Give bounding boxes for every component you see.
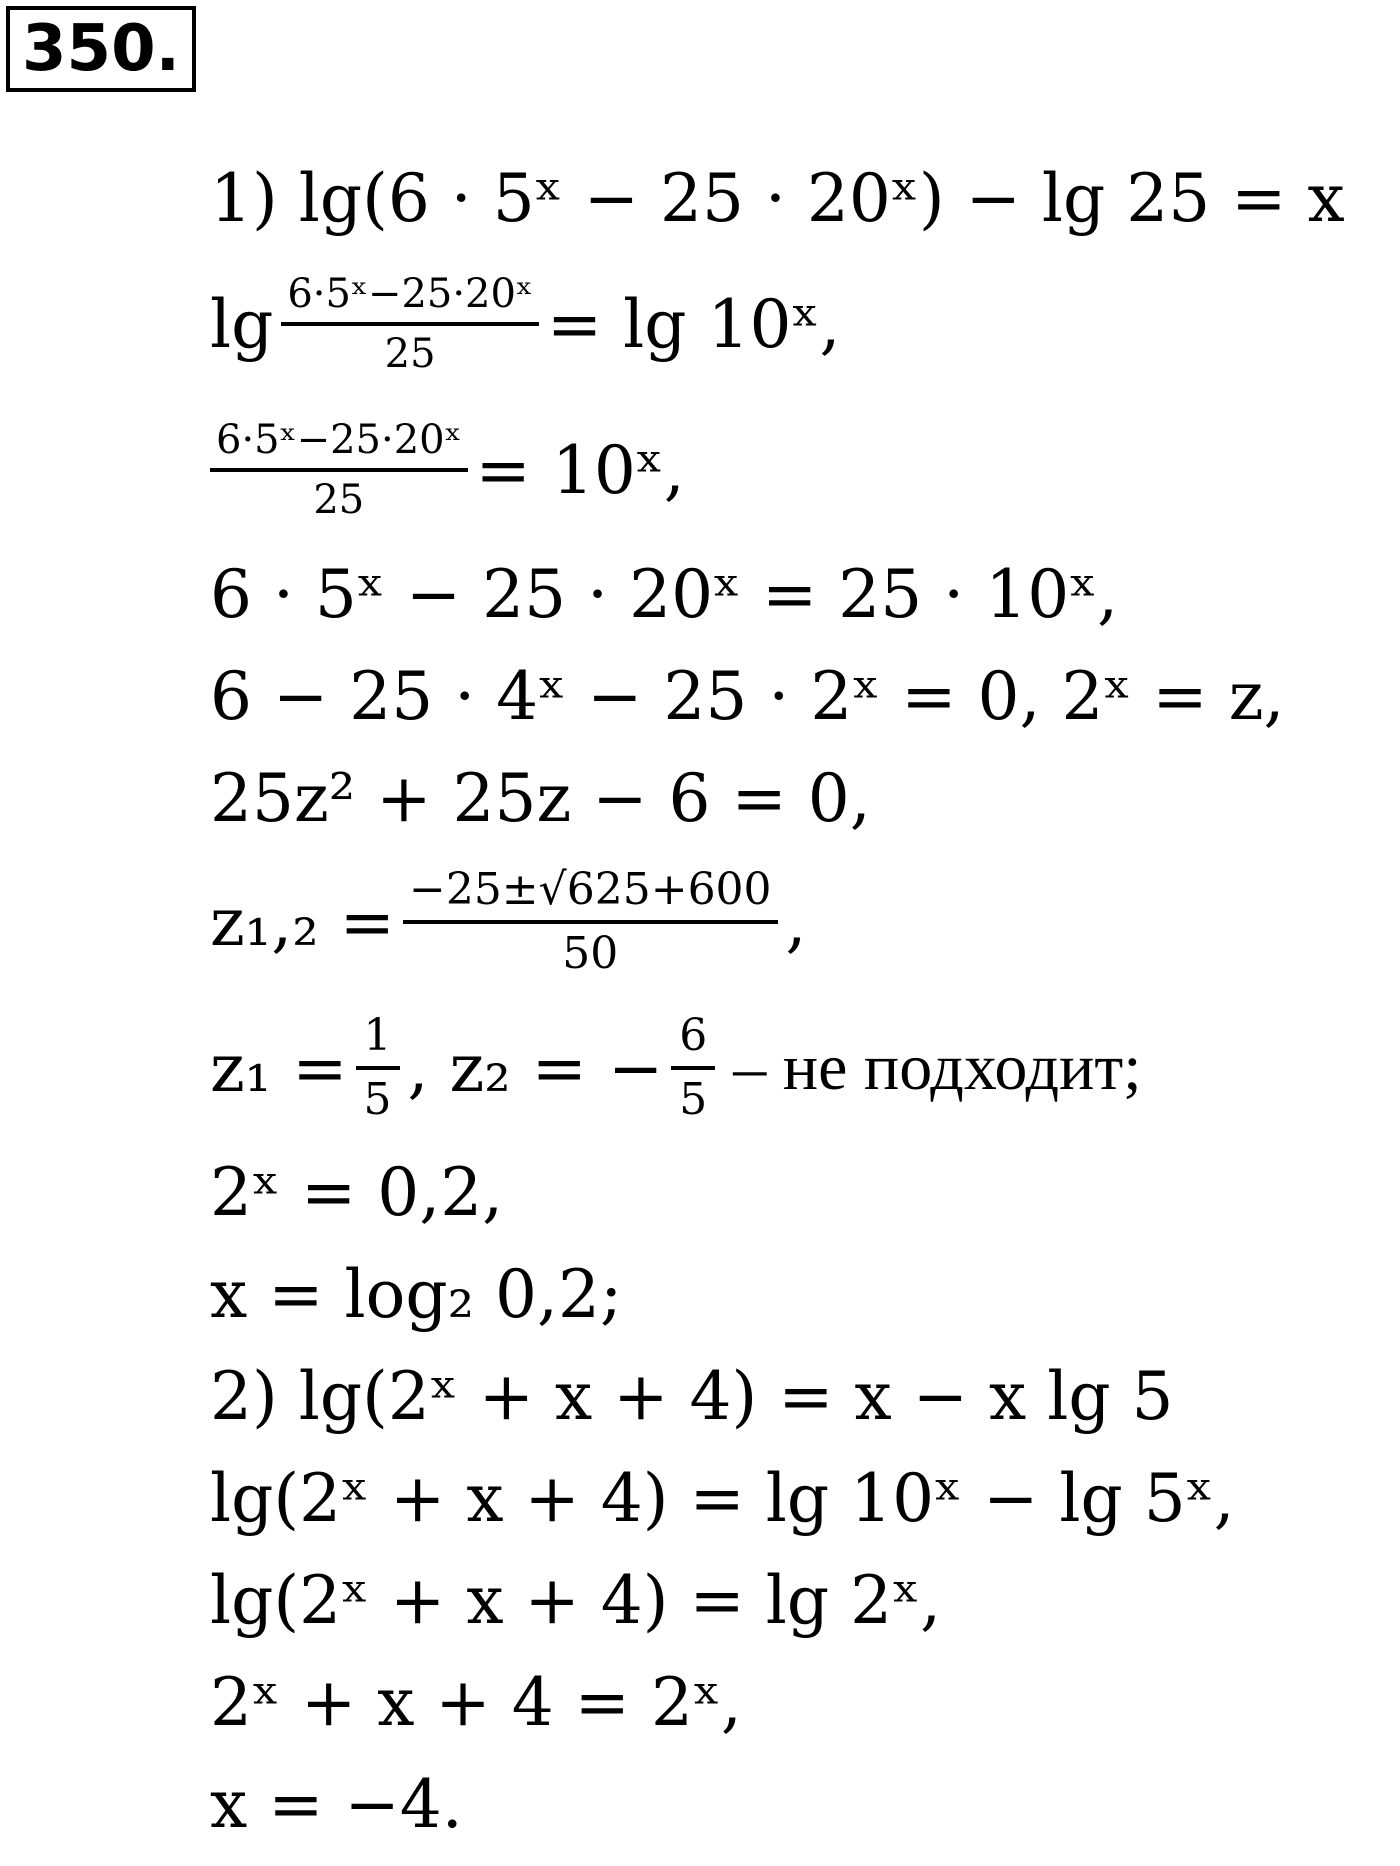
fraction <box>403 866 778 978</box>
fraction <box>210 418 468 522</box>
solution-line-11 <box>210 1756 1390 1852</box>
fraction-denominator: 5 <box>363 1074 392 1125</box>
fraction-numerator: 6·5ˣ−25·20ˣ <box>287 271 533 317</box>
solution-line-6 <box>210 1246 1390 1342</box>
equation-text: 2ˣ + x + 4 = 2ˣ, <box>210 1663 742 1741</box>
fraction-numerator: 1 <box>363 1010 392 1061</box>
fraction-denominator: 25 <box>313 477 365 523</box>
equation-text: 2ˣ = 0,2, <box>210 1153 504 1231</box>
equation-suffix: , <box>785 883 807 961</box>
fraction-denominator: 5 <box>679 1074 708 1125</box>
equation-suffix: = lg 10ˣ, <box>546 285 841 363</box>
fraction-bar <box>210 468 468 472</box>
fraction-numerator: 6·5ˣ−25·20ˣ <box>216 417 462 463</box>
fraction <box>281 272 539 376</box>
fraction-numerator: −25±√625+600 <box>408 864 772 915</box>
fraction-bar <box>281 322 539 326</box>
roots-suffix: – не подходит; <box>733 1031 1142 1104</box>
equation-text: 2) lg(2ˣ + x + 4) = x − x lg 5 <box>210 1357 1174 1435</box>
equation-suffix: = 10ˣ, <box>475 431 685 509</box>
lg-prefix: lg <box>210 285 274 363</box>
solution-line-10 <box>210 1654 1390 1750</box>
roots-middle: , z₂ = − <box>407 1029 664 1107</box>
equation-text: 6 − 25 · 4ˣ − 25 · 2ˣ = 0, 2ˣ = z, <box>210 657 1285 735</box>
fraction <box>671 1012 715 1124</box>
roots-prefix: z₁,₂ = <box>210 883 395 961</box>
fraction-numerator: 6 <box>679 1010 708 1061</box>
solution-line-8 <box>210 1450 1390 1546</box>
equation-text: 25z² + 25z − 6 = 0, <box>210 759 871 837</box>
fraction-denominator: 50 <box>562 928 619 979</box>
fraction-bar <box>356 1066 400 1070</box>
solution-line-roots-values <box>210 998 1390 1138</box>
fraction-bar <box>403 920 778 924</box>
equation-text: lg(2ˣ + x + 4) = lg 2ˣ, <box>210 1561 942 1639</box>
equation-text: x = log₂ 0,2; <box>210 1255 623 1333</box>
z1-prefix: z₁ = <box>210 1029 348 1107</box>
solution-line-3 <box>210 648 1390 744</box>
equation-text: 6 · 5ˣ − 25 · 20ˣ = 25 · 10ˣ, <box>210 555 1119 633</box>
solution-line-7 <box>210 1348 1390 1444</box>
solution-line-lg-fraction <box>210 254 1390 394</box>
fraction <box>356 1012 400 1124</box>
solution-line-4 <box>210 750 1390 846</box>
solution-line-quadratic-roots <box>210 852 1390 992</box>
fraction-bar <box>671 1066 715 1070</box>
equation-text: lg(2ˣ + x + 4) = lg 10ˣ − lg 5ˣ, <box>210 1459 1235 1537</box>
solution-line-1 <box>210 148 1390 248</box>
fraction-denominator: 25 <box>384 331 436 377</box>
equation-text: 1) lg(6 · 5ˣ − 25 · 20ˣ) − lg 25 = x <box>210 159 1345 237</box>
problem-number-text: 350. <box>22 12 180 86</box>
equation-text: x = −4. <box>210 1765 463 1843</box>
problem-number <box>6 6 196 92</box>
solution-line-5 <box>210 1144 1390 1240</box>
solution-line-plain-fraction <box>210 400 1390 540</box>
solution-line-9 <box>210 1552 1390 1648</box>
solution-line-2 <box>210 546 1390 642</box>
solution-block <box>210 148 1390 1858</box>
